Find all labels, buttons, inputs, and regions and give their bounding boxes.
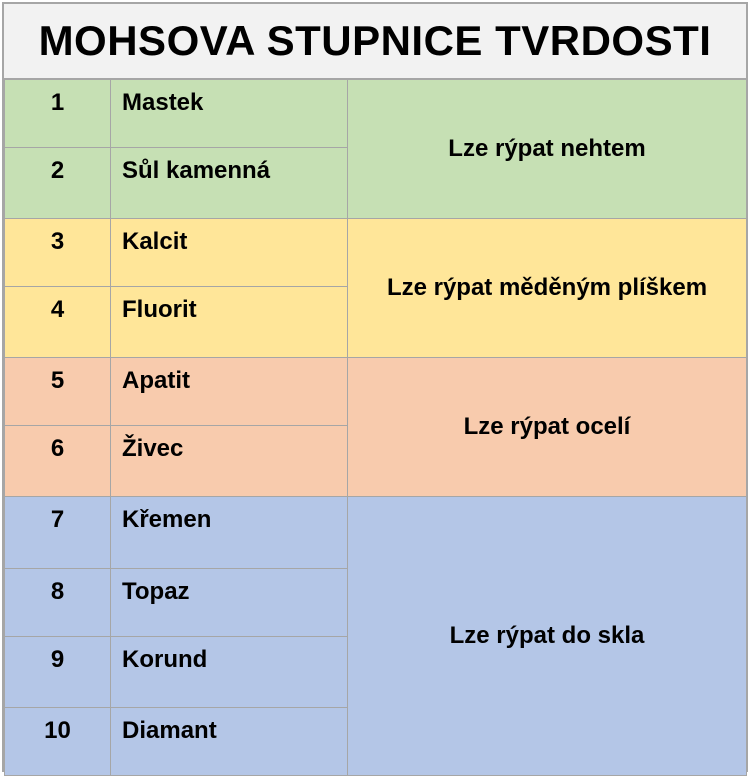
mineral-name: Sůl kamenná xyxy=(111,148,348,219)
table-row xyxy=(5,358,747,426)
hardness-number: 3 xyxy=(5,219,111,287)
mineral-table xyxy=(4,79,747,776)
hardness-number: 9 xyxy=(5,637,111,708)
table-row xyxy=(5,497,747,569)
mineral-name: Fluorit xyxy=(111,287,348,358)
mineral-name: Živec xyxy=(111,426,348,497)
hardness-number: 10 xyxy=(5,708,111,776)
table-row xyxy=(5,219,747,287)
mineral-name: Křemen xyxy=(111,497,348,569)
hardness-number: 4 xyxy=(5,287,111,358)
hardness-number: 1 xyxy=(5,80,111,148)
hardness-number: 8 xyxy=(5,569,111,637)
scratch-test: Lze rýpat do skla xyxy=(348,497,747,776)
mineral-name: Diamant xyxy=(111,708,348,776)
hardness-number: 5 xyxy=(5,358,111,426)
page-title: MOHSOVA STUPNICE TVRDOSTI xyxy=(4,4,746,79)
scratch-test: Lze rýpat ocelí xyxy=(348,358,747,497)
mineral-name: Topaz xyxy=(111,569,348,637)
hardness-number: 2 xyxy=(5,148,111,219)
hardness-scale-table xyxy=(2,2,748,772)
hardness-number: 7 xyxy=(5,497,111,569)
mineral-name: Mastek xyxy=(111,80,348,148)
mineral-name: Korund xyxy=(111,637,348,708)
scratch-test: Lze rýpat nehtem xyxy=(348,80,747,219)
mineral-name: Kalcit xyxy=(111,219,348,287)
table-row xyxy=(5,80,747,148)
mineral-name: Apatit xyxy=(111,358,348,426)
hardness-number: 6 xyxy=(5,426,111,497)
scratch-test: Lze rýpat měděným plíškem xyxy=(348,219,747,358)
